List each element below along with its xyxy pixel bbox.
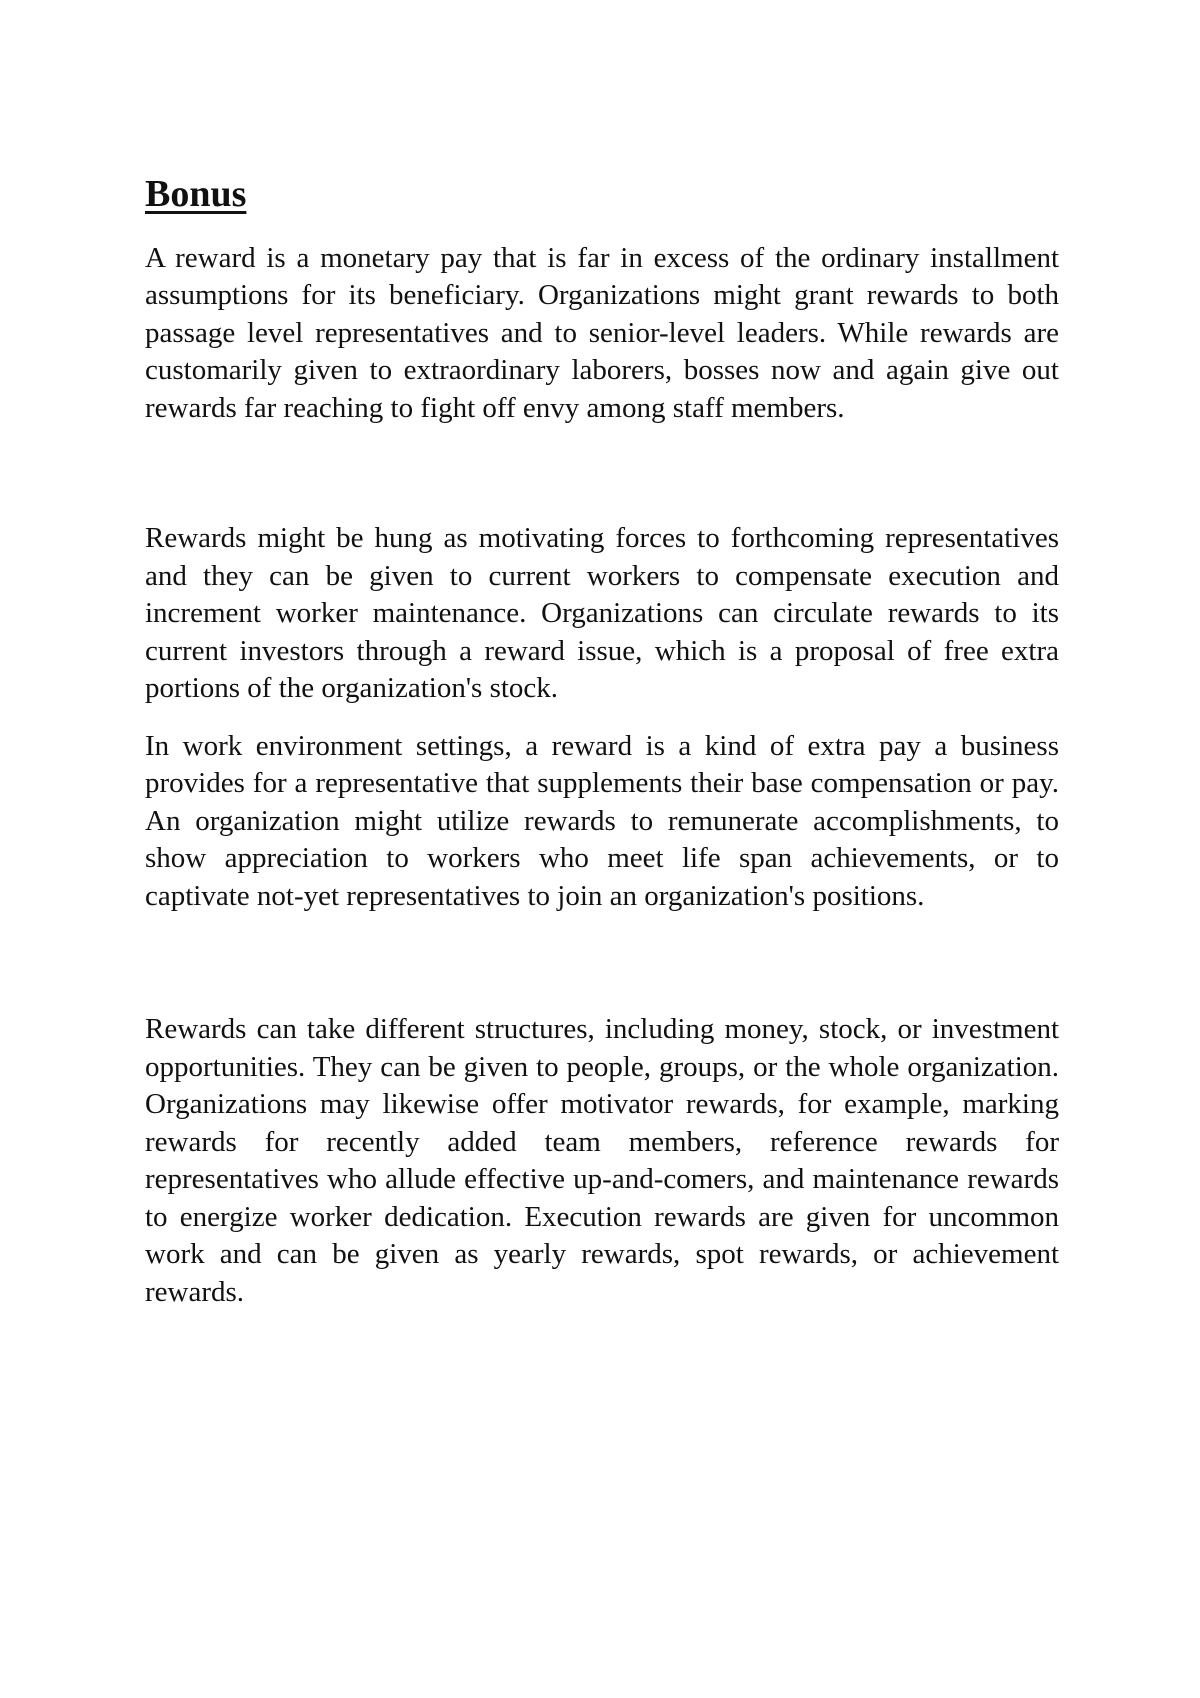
page-title: Bonus (145, 173, 247, 215)
paragraph-2: Rewards might be hung as motivating forces to forthcoming representatives and they can be given to current workers to compensate execution and increment worker maintenance. Organizations can circulate rewards to its current investors through a reward issue, which is a proposal of free extra portions of the organization's stock. (145, 522, 1059, 705)
document-body (145, 172, 1059, 1311)
paragraph-3: In work environment settings, a reward is a kind of extra pay a business provides for a representative that supplements their base compensation or pay. An organization might utilize rewards to remunerate accomplishments, to show appreciation to workers who meet life span achievements, or to captivate not-yet representatives to join an organization's positions. (145, 729, 1059, 912)
paragraph-4: Rewards can take different structures, including money, stock, or investment opportunities. They can be given to people, groups, or the whole organization. Organizations may likewise offer motivator rewards, for example, marking rewards for recently added team members, reference rewards for representatives who allude effective up-and-comers, and maintenance rewards to energize worker dedication. Execution rewards are given for uncommon work and can be given as yearly rewards, spot rewards, or achievement rewards. (145, 1013, 1059, 1308)
paragraph-1: A reward is a monetary pay that is far in excess of the ordinary installment assumptions for its beneficiary. Organizations might grant rewards to both passage level representatives and to senior-level leaders. While rewards are customarily given to extraordinary laborers, bosses now and again give out rewards far reaching to fight off envy among staff members. (145, 241, 1059, 424)
